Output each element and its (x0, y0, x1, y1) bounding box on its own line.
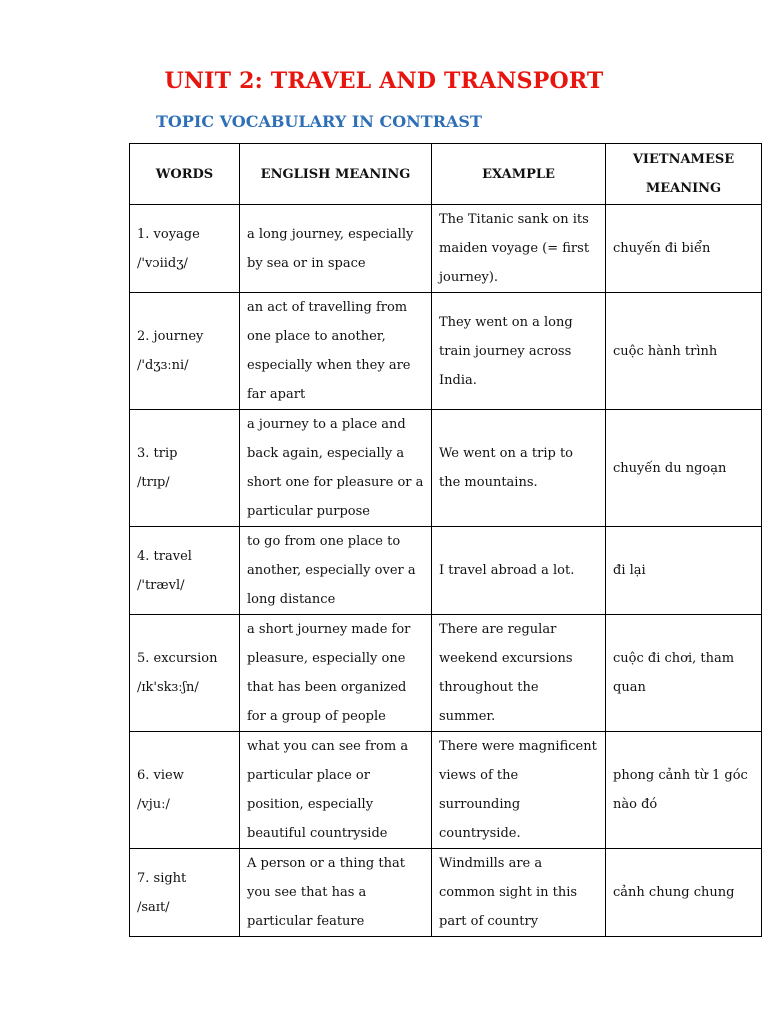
word: 4. travel (137, 548, 192, 564)
english-meaning-cell: a short journey made for pleasure, especially one that has been organized for a group of people (240, 615, 432, 732)
example-cell: They went on a long train journey across India. (432, 293, 606, 410)
example-cell: There are regular weekend excursions throughout the summer. (432, 615, 606, 732)
example-cell: There were magnificent views of the surrounding countryside. (432, 732, 606, 849)
pronunciation: /trɪp/ (137, 475, 170, 490)
page-title: UNIT 2: TRAVEL AND TRANSPORT (164, 68, 604, 94)
word: 2. journey (137, 329, 204, 344)
word-cell (130, 410, 240, 527)
example-cell: The Titanic sank on its maiden voyage (= first journey). (432, 205, 606, 293)
section-subtitle: TOPIC VOCABULARY IN CONTRAST (156, 112, 482, 131)
pronunciation: /'dʒɜːni/ (137, 358, 189, 373)
header-example: EXAMPLE (432, 144, 606, 205)
vietnamese-meaning-cell: cảnh chung chung (606, 849, 762, 937)
pronunciation: /'vɔiidʒ/ (137, 255, 188, 271)
word-cell (130, 205, 240, 293)
vietnamese-meaning-cell: phong cảnh từ 1 góc nào đó (606, 732, 762, 849)
table-header-row (130, 144, 762, 205)
pronunciation: /ɪk'skɜːʃn/ (137, 680, 199, 695)
vocabulary-table (129, 143, 762, 937)
word-cell (130, 615, 240, 732)
vietnamese-meaning-cell: chuyến du ngoạn (606, 410, 762, 527)
word-cell (130, 293, 240, 410)
table-row (130, 527, 762, 615)
table-row (130, 293, 762, 410)
word: 1. voyage (137, 226, 200, 242)
pronunciation: /'trævl/ (137, 577, 185, 593)
pronunciation: /saɪt/ (137, 899, 170, 915)
header-words: WORDS (130, 144, 240, 205)
vietnamese-meaning-cell: cuộc đi chơi, tham quan (606, 615, 762, 732)
word-cell (130, 732, 240, 849)
table-row (130, 615, 762, 732)
english-meaning-cell: to go from one place to another, especially over a long distance (240, 527, 432, 615)
example-cell: Windmills are a common sight in this part of country (432, 849, 606, 937)
word: 5. excursion (137, 651, 218, 666)
table-row (130, 732, 762, 849)
english-meaning-cell: A person or a thing that you see that has a particular feature (240, 849, 432, 937)
english-meaning-cell: an act of travelling from one place to another, especially when they are far apart (240, 293, 432, 410)
header-english-meaning: ENGLISH MEANING (240, 144, 432, 205)
english-meaning-cell: a journey to a place and back again, especially a short one for pleasure or a particular purpose (240, 410, 432, 527)
example-cell: I travel abroad a lot. (432, 527, 606, 615)
word-cell (130, 849, 240, 937)
header-vietnamese-meaning: VIETNAMESE MEANING (606, 144, 762, 205)
english-meaning-cell: a long journey, especially by sea or in space (240, 205, 432, 293)
word-cell (130, 527, 240, 615)
word: 6. view (137, 768, 184, 783)
vietnamese-meaning-cell: chuyến đi biển (606, 205, 762, 293)
vietnamese-meaning-cell: cuộc hành trình (606, 293, 762, 410)
table-row (130, 849, 762, 937)
table-row (130, 205, 762, 293)
english-meaning-cell: what you can see from a particular place or position, especially beautiful countryside (240, 732, 432, 849)
table-row (130, 410, 762, 527)
word: 7. sight (137, 870, 187, 886)
vietnamese-meaning-cell: đi lại (606, 527, 762, 615)
pronunciation: /vjuː/ (137, 797, 170, 812)
word: 3. trip (137, 446, 178, 461)
example-cell: We went on a trip to the mountains. (432, 410, 606, 527)
